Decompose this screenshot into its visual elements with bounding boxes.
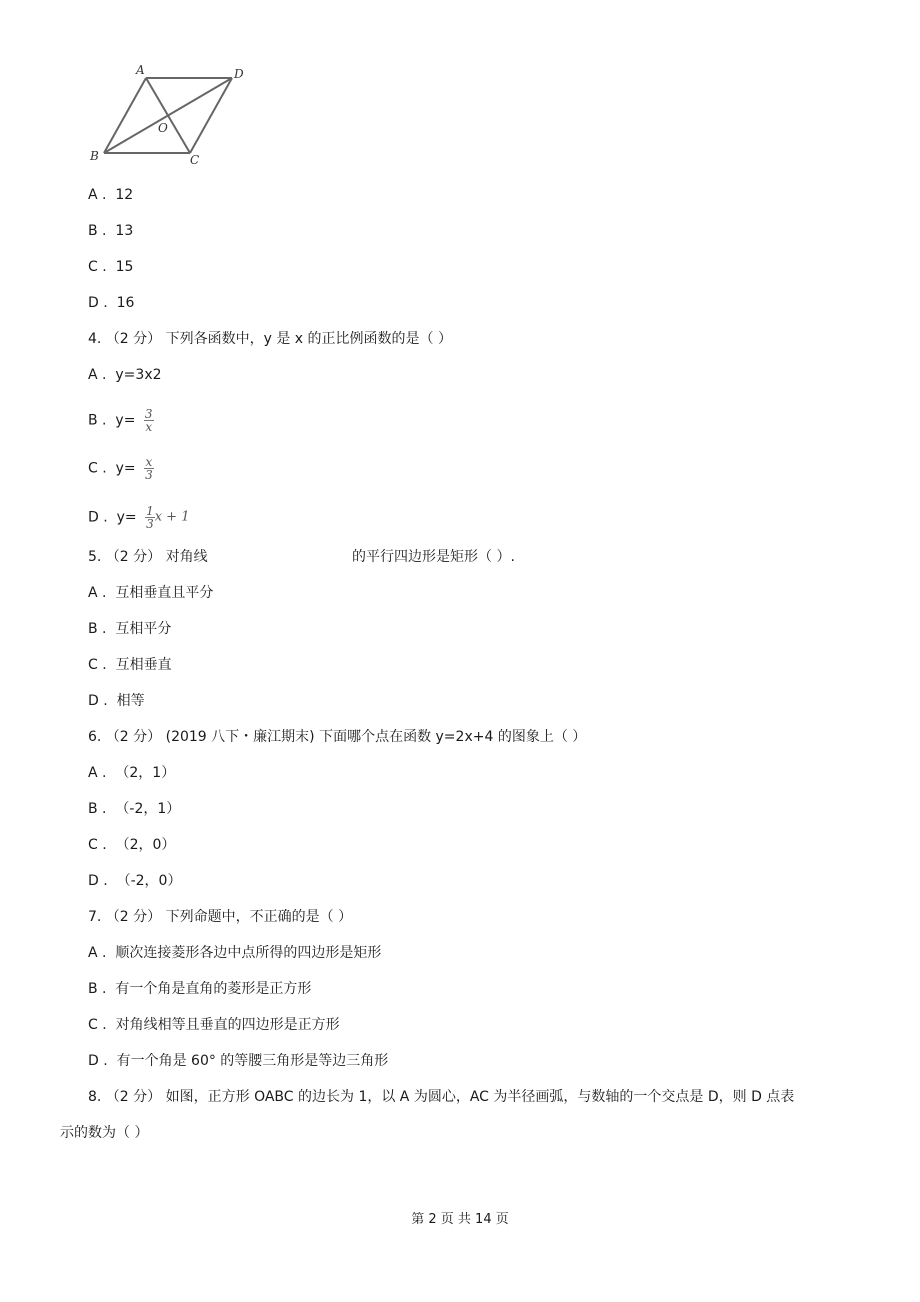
vertex-label-a: A xyxy=(136,63,145,77)
q6-option-b[interactable]: B . （-2，1） xyxy=(88,801,181,817)
q5-stem-end: 的平行四边形是矩形（ ）. xyxy=(352,549,515,565)
q6-option-d[interactable]: D . （-2，0） xyxy=(88,873,182,889)
q7-option-d[interactable]: D . 有一个角是 60° 的等腰三角形是等边三角形 xyxy=(88,1053,389,1069)
vertex-label-b: B xyxy=(90,149,99,163)
q7-option-a[interactable]: A . 顺次连接菱形各边中点所得的四边形是矩形 xyxy=(88,945,382,961)
q7-option-b[interactable]: B . 有一个角是直角的菱形是正方形 xyxy=(88,981,312,997)
q6-stem: 6. （2 分） (2019 八下・廉江期末) 下面哪个点在函数 y=2x+4 的图象上（ ） xyxy=(88,729,587,745)
q3-option-a[interactable]: A . 12 xyxy=(88,187,134,203)
q5-option-b[interactable]: B . 互相平分 xyxy=(88,621,172,637)
q4-option-c[interactable]: C . y= $\frac{x}{3}$ xyxy=(88,455,153,482)
q6-option-a[interactable]: A . （2，1） xyxy=(88,765,176,781)
q3-option-b[interactable]: B . 13 xyxy=(88,223,134,239)
q4-option-a[interactable]: A . y=3x2 xyxy=(88,367,162,383)
q8-stem-line1: 8. （2 分） 如图，正方形 OABC 的边长为 1，以 A 为圆心，AC 为半径画弧，与数轴的一个交点是 D，则 D 点表 xyxy=(88,1089,795,1105)
q5-option-a[interactable]: A . 互相垂直且平分 xyxy=(88,585,214,601)
fraction: $\frac{1}{3}$ xyxy=(146,504,154,531)
q5-stem-start: 5. （2 分） 对角线 xyxy=(88,549,208,565)
center-label-o: O xyxy=(158,121,168,135)
q7-stem: 7. （2 分） 下列命题中，不正确的是（ ） xyxy=(88,909,353,925)
q5-option-d[interactable]: D . 相等 xyxy=(88,693,145,709)
page-footer: 第 2 页 共 14 页 xyxy=(411,1212,509,1227)
fraction: $\frac{3}{x}$ xyxy=(144,407,153,434)
q4-option-b[interactable]: B . y= $\frac{3}{x}$ xyxy=(88,407,153,434)
vertex-label-d: D xyxy=(234,67,244,81)
q5-option-c[interactable]: C . 互相垂直 xyxy=(88,657,172,673)
q6-option-c[interactable]: C . （2，0） xyxy=(88,837,176,853)
vertex-label-c: C xyxy=(190,153,200,167)
q3-option-c[interactable]: C . 15 xyxy=(88,259,134,275)
q4-option-d[interactable]: D . y= $\frac{1}{3}$ x + 1 xyxy=(88,504,190,531)
fraction: $\frac{x}{3}$ xyxy=(145,455,153,482)
q8-stem-line2: 示的数为（ ） xyxy=(60,1125,149,1141)
q7-option-c[interactable]: C . 对角线相等且垂直的四边形是正方形 xyxy=(88,1017,340,1033)
q3-option-d[interactable]: D . 16 xyxy=(88,295,135,311)
q4-stem: 4. （2 分） 下列各函数中，y 是 x 的正比例函数的是（ ） xyxy=(88,331,452,347)
parallelogram-figure xyxy=(84,60,264,172)
